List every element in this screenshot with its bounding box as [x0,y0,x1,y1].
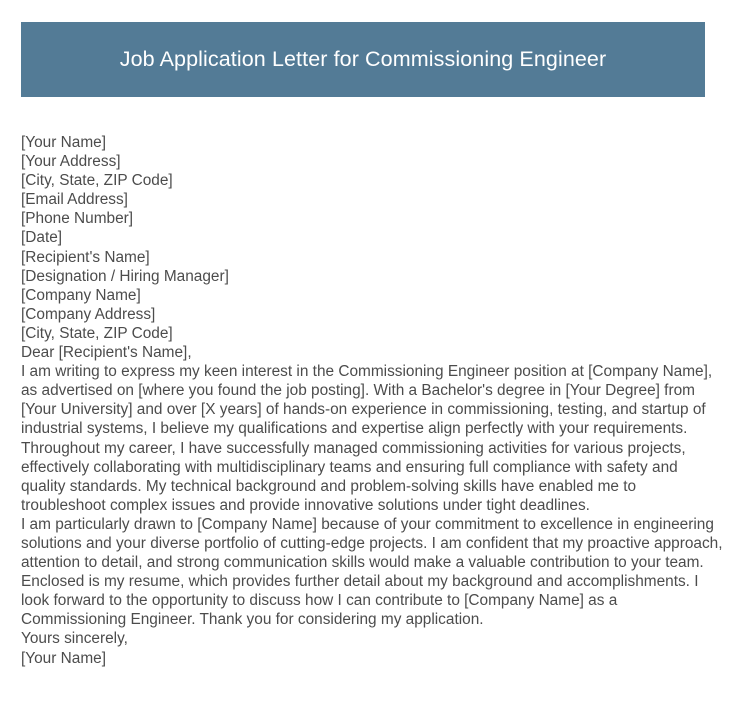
sender-phone-line: [Phone Number] [21,210,134,228]
page-title: Job Application Letter for Commissioning Engineer [119,46,607,71]
body-paragraph-1: I am writing to express my keen interest in the Commissioning Engineer position at [Company Name], as advertised on [where you found the job posting]. With a Bachelor's degree in [Your Degree] from [Your University] and over [X years] of hands-on experience in commissioning, testing, and startup of industrial systems, I believe my qualifications and expertise align perfectly with your requirements. [21,363,713,438]
letter-date-line: [Date] [21,229,63,247]
body-paragraph-3: I am particularly drawn to [Company Name] because of your commitment to excellence in engineering solutions and your diverse portfolio of cutting-edge projects. I am confident that my proactive approach, attention to detail, and strong communication skills would make a valuable contribution to your team. [21,515,723,572]
body-paragraph-2: Throughout my career, I have successfully managed commissioning activities for various projects, effectively collaborating with multidisciplinary teams and ensuring full compliance with safety and quality standards. My technical background and problem-solving skills have enabled me to troubleshoot complex issues and provide innovative solutions under tight deadlines. [21,439,686,514]
recipient-company-name-line: [Company Name] [21,286,141,304]
body-paragraph-4: Enclosed is my resume, which provides further detail about my background and accomplishments. I look forward to the opportunity to discuss how I can contribute to [Company Name] as a Commissioning Engineer. Thank you for considering my application. [21,573,699,629]
closing-line: Yours sincerely, [21,630,128,648]
recipient-city-state-zip-line: [City, State, ZIP Code] [21,324,173,342]
recipient-name-line: [Recipient's Name] [21,248,150,266]
recipient-company-address-line: [Company Address] [21,305,156,323]
sender-city-state-zip-line: [City, State, ZIP Code] [21,172,173,190]
salutation-line: Dear [Recipient's Name], [21,344,192,362]
sender-address-line: [Your Address] [21,153,121,171]
document-title-banner [21,22,705,97]
sender-name-line: [Your Name] [21,134,106,151]
letter-content [21,133,725,668]
sender-email-line: [Email Address] [21,191,128,209]
signature-line: [Your Name] [21,649,106,667]
recipient-designation-line: [Designation / Hiring Manager] [21,267,229,285]
